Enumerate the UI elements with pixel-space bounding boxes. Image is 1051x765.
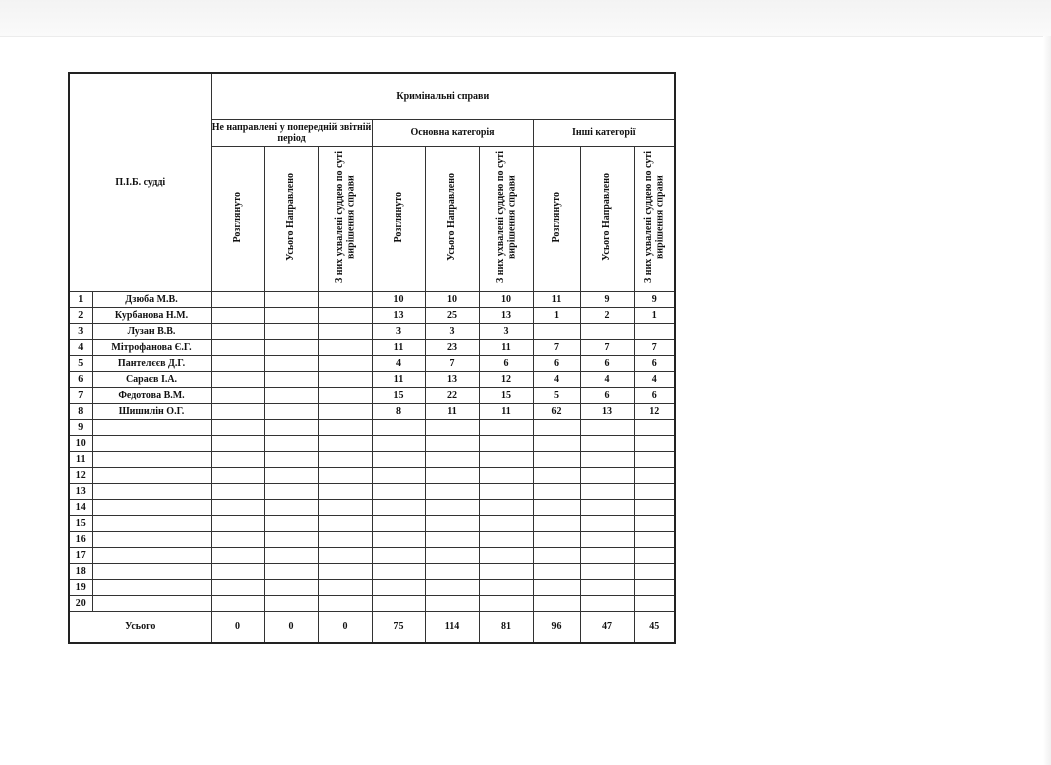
value-cell [372,467,425,483]
table-row [69,339,675,355]
judge-name-cell: Сараєв І.А. [92,371,211,387]
value-cell: 11 [479,339,533,355]
value-cell [211,547,264,563]
value-cell: 7 [425,355,479,371]
table-row [69,371,675,387]
value-cell [318,515,372,531]
value-cell [425,515,479,531]
value-cell [372,595,425,611]
value-cell: 10 [425,291,479,307]
judge-name-cell: Федотова В.М. [92,387,211,403]
value-cell [211,451,264,467]
value-cell [533,467,580,483]
column-header [580,146,634,291]
value-cell [533,419,580,435]
judge-name-cell [92,483,211,499]
value-cell: 9 [580,291,634,307]
judge-name-cell [92,515,211,531]
table-row [69,499,675,515]
judge-name-cell: Пантелєєв Д.Г. [92,355,211,371]
value-cell [264,499,318,515]
column-header [634,146,675,291]
table-row [69,515,675,531]
value-cell [479,467,533,483]
value-cell [425,563,479,579]
value-cell [634,451,675,467]
value-cell [533,451,580,467]
value-cell [211,419,264,435]
value-cell [580,435,634,451]
value-cell [264,371,318,387]
value-cell [372,515,425,531]
table-row [69,419,675,435]
value-cell [264,403,318,419]
value-cell [211,339,264,355]
value-cell [318,579,372,595]
row-number: 14 [69,499,92,515]
value-cell [211,371,264,387]
value-cell [580,499,634,515]
table-row [69,291,675,307]
value-cell [479,483,533,499]
value-cell [533,515,580,531]
table-row [69,467,675,483]
judge-name-cell [92,595,211,611]
value-cell [533,531,580,547]
judge-name-cell: Дзюба М.В. [92,291,211,307]
value-cell: 6 [580,387,634,403]
column-header [211,146,264,291]
value-cell [425,499,479,515]
table-row [69,563,675,579]
value-cell [264,467,318,483]
value-cell [580,531,634,547]
value-cell [479,579,533,595]
value-cell [372,435,425,451]
column-header-label: Усього Направлено [285,173,297,261]
value-cell [264,515,318,531]
row-number: 12 [69,467,92,483]
row-number: 11 [69,451,92,467]
judge-name-cell [92,547,211,563]
value-cell [425,579,479,595]
row-number: 19 [69,579,92,595]
judge-name-cell [92,499,211,515]
table-row [69,547,675,563]
value-cell [533,563,580,579]
total-value-cell: 96 [533,611,580,643]
value-cell [318,387,372,403]
value-cell: 11 [372,339,425,355]
value-cell [211,483,264,499]
value-cell [372,451,425,467]
value-cell [479,531,533,547]
total-value-cell: 45 [634,611,675,643]
value-cell [533,483,580,499]
column-header [372,146,425,291]
value-cell [580,467,634,483]
value-cell [211,307,264,323]
value-cell: 2 [580,307,634,323]
value-cell [580,579,634,595]
criminal-cases-report-table [68,72,676,644]
value-cell [533,595,580,611]
table-body [69,291,675,611]
value-cell: 3 [479,323,533,339]
table-row [69,483,675,499]
value-cell [372,547,425,563]
value-cell [533,323,580,339]
value-cell [634,515,675,531]
value-cell: 12 [634,403,675,419]
column-header [318,146,372,291]
value-cell: 23 [425,339,479,355]
value-cell [318,291,372,307]
value-cell: 6 [634,387,675,403]
total-row [69,611,675,643]
value-cell [211,499,264,515]
value-cell [318,323,372,339]
judge-name-cell [92,563,211,579]
value-cell [318,547,372,563]
value-cell [580,515,634,531]
judge-name-cell: Лузан В.В. [92,323,211,339]
column-header-label: Розглянуто [392,191,404,243]
criminal-cases-header: Кримінальні справи [211,73,675,119]
value-cell: 4 [533,371,580,387]
table-row [69,307,675,323]
row-number: 7 [69,387,92,403]
value-cell: 4 [634,371,675,387]
value-cell: 10 [372,291,425,307]
total-value-cell: 0 [211,611,264,643]
value-cell [372,531,425,547]
value-cell [264,451,318,467]
value-cell [211,563,264,579]
value-cell [533,499,580,515]
value-cell: 13 [580,403,634,419]
value-cell [264,307,318,323]
column-header-label: Розглянуто [550,191,562,243]
value-cell [318,435,372,451]
value-cell: 9 [634,291,675,307]
row-number: 8 [69,403,92,419]
value-cell [425,547,479,563]
value-cell [425,595,479,611]
value-cell: 13 [479,307,533,323]
column-header-label: З них ухвалені суддею по суті вирішення справи [642,151,666,284]
value-cell [318,451,372,467]
table-row [69,355,675,371]
column-header-label: Усього Направлено [446,173,458,261]
value-cell: 6 [533,355,580,371]
row-number: 13 [69,483,92,499]
column-header [533,146,580,291]
scan-top-shadow [0,0,1051,37]
value-cell: 11 [533,291,580,307]
value-cell [211,435,264,451]
value-cell [318,403,372,419]
value-cell [533,435,580,451]
value-cell [634,419,675,435]
value-cell: 1 [533,307,580,323]
value-cell: 11 [372,371,425,387]
value-cell [634,435,675,451]
value-cell [211,291,264,307]
value-cell [211,531,264,547]
value-cell [318,339,372,355]
table-row [69,435,675,451]
value-cell [211,323,264,339]
value-cell [479,547,533,563]
value-cell [425,483,479,499]
value-cell [425,531,479,547]
row-number: 4 [69,339,92,355]
value-cell [264,547,318,563]
value-cell [479,499,533,515]
value-cell [318,371,372,387]
value-cell: 3 [425,323,479,339]
row-number: 6 [69,371,92,387]
column-header [425,146,479,291]
value-cell [264,435,318,451]
value-cell [211,467,264,483]
column-header-label: Усього Направлено [601,173,613,261]
judge-name-cell: Шишилін О.Г. [92,403,211,419]
value-cell [211,355,264,371]
value-cell [479,419,533,435]
table-row [69,323,675,339]
value-cell [318,563,372,579]
value-cell: 13 [425,371,479,387]
value-cell: 7 [533,339,580,355]
table-row [69,595,675,611]
value-cell [318,419,372,435]
value-cell: 25 [425,307,479,323]
judge-name-cell [92,419,211,435]
total-value-cell: 47 [580,611,634,643]
value-cell: 6 [580,355,634,371]
value-cell: 13 [372,307,425,323]
value-cell [264,323,318,339]
value-cell [479,595,533,611]
value-cell: 15 [479,387,533,403]
value-cell: 7 [580,339,634,355]
value-cell [318,483,372,499]
row-number: 5 [69,355,92,371]
value-cell [580,483,634,499]
judge-name-header: П.І.Б. судді [69,73,211,291]
value-cell [318,499,372,515]
judge-name-cell: Мітрофанова Є.Г. [92,339,211,355]
judge-name-cell [92,467,211,483]
value-cell [425,451,479,467]
row-number: 17 [69,547,92,563]
value-cell [211,579,264,595]
value-cell [372,483,425,499]
value-cell [634,563,675,579]
total-label: Усього [69,611,211,643]
value-cell [264,483,318,499]
row-number: 20 [69,595,92,611]
value-cell [211,387,264,403]
table-row [69,531,675,547]
value-cell: 4 [580,371,634,387]
judge-name-cell [92,531,211,547]
value-cell [634,467,675,483]
value-cell [318,531,372,547]
row-number: 1 [69,291,92,307]
value-cell: 11 [479,403,533,419]
judge-name-cell [92,579,211,595]
value-cell: 6 [479,355,533,371]
value-cell: 5 [533,387,580,403]
table-row [69,387,675,403]
row-number: 9 [69,419,92,435]
value-cell [264,563,318,579]
value-cell [264,355,318,371]
value-cell [211,403,264,419]
value-cell [580,323,634,339]
value-cell [264,419,318,435]
subgroup-not-sent-header: Не направлені у попередній звітній період [211,119,372,146]
total-value-cell: 0 [318,611,372,643]
value-cell [634,595,675,611]
value-cell [372,499,425,515]
value-cell [264,387,318,403]
value-cell [479,515,533,531]
value-cell [580,451,634,467]
column-header-label: З них ухвалені суддею по суті вирішення справи [494,151,518,284]
value-cell [318,595,372,611]
value-cell: 1 [634,307,675,323]
value-cell: 15 [372,387,425,403]
row-number: 15 [69,515,92,531]
column-header [479,146,533,291]
value-cell: 11 [425,403,479,419]
value-cell [634,531,675,547]
value-cell [372,579,425,595]
scan-right-shadow [1043,36,1051,765]
judge-name-cell [92,435,211,451]
value-cell [425,467,479,483]
value-cell [634,483,675,499]
total-value-cell: 0 [264,611,318,643]
value-cell [318,467,372,483]
total-value-cell: 75 [372,611,425,643]
column-header [264,146,318,291]
value-cell [479,563,533,579]
value-cell [264,291,318,307]
value-cell [318,307,372,323]
value-cell: 4 [372,355,425,371]
value-cell [533,579,580,595]
table-row [69,451,675,467]
judge-name-cell [92,451,211,467]
value-cell: 62 [533,403,580,419]
value-cell [264,595,318,611]
column-header-label: Розглянуто [231,191,243,243]
value-cell [580,419,634,435]
value-cell: 10 [479,291,533,307]
value-cell [425,435,479,451]
table-row [69,403,675,419]
value-cell [580,547,634,563]
value-cell [580,595,634,611]
value-cell [372,563,425,579]
row-number: 16 [69,531,92,547]
row-number: 18 [69,563,92,579]
column-header-label: З них ухвалені суддею по суті вирішення справи [333,151,357,284]
row-number: 2 [69,307,92,323]
total-value-cell: 81 [479,611,533,643]
subgroup-main-category-header: Основна категорія [372,119,533,146]
value-cell [211,595,264,611]
value-cell [211,515,264,531]
value-cell: 8 [372,403,425,419]
value-cell [264,579,318,595]
value-cell [425,419,479,435]
value-cell: 12 [479,371,533,387]
row-number: 10 [69,435,92,451]
value-cell [533,547,580,563]
subgroup-other-categories-header: Інші категорії [533,119,675,146]
value-cell [634,547,675,563]
value-cell: 22 [425,387,479,403]
value-cell [479,451,533,467]
value-cell [372,419,425,435]
total-value-cell: 114 [425,611,479,643]
value-cell [634,323,675,339]
value-cell [264,531,318,547]
value-cell: 6 [634,355,675,371]
value-cell: 3 [372,323,425,339]
value-cell [634,579,675,595]
value-cell [634,499,675,515]
value-cell [264,339,318,355]
judge-name-cell: Курбанова Н.М. [92,307,211,323]
value-cell [318,355,372,371]
row-number: 3 [69,323,92,339]
value-cell: 7 [634,339,675,355]
value-cell [479,435,533,451]
value-cell [580,563,634,579]
table-row [69,579,675,595]
